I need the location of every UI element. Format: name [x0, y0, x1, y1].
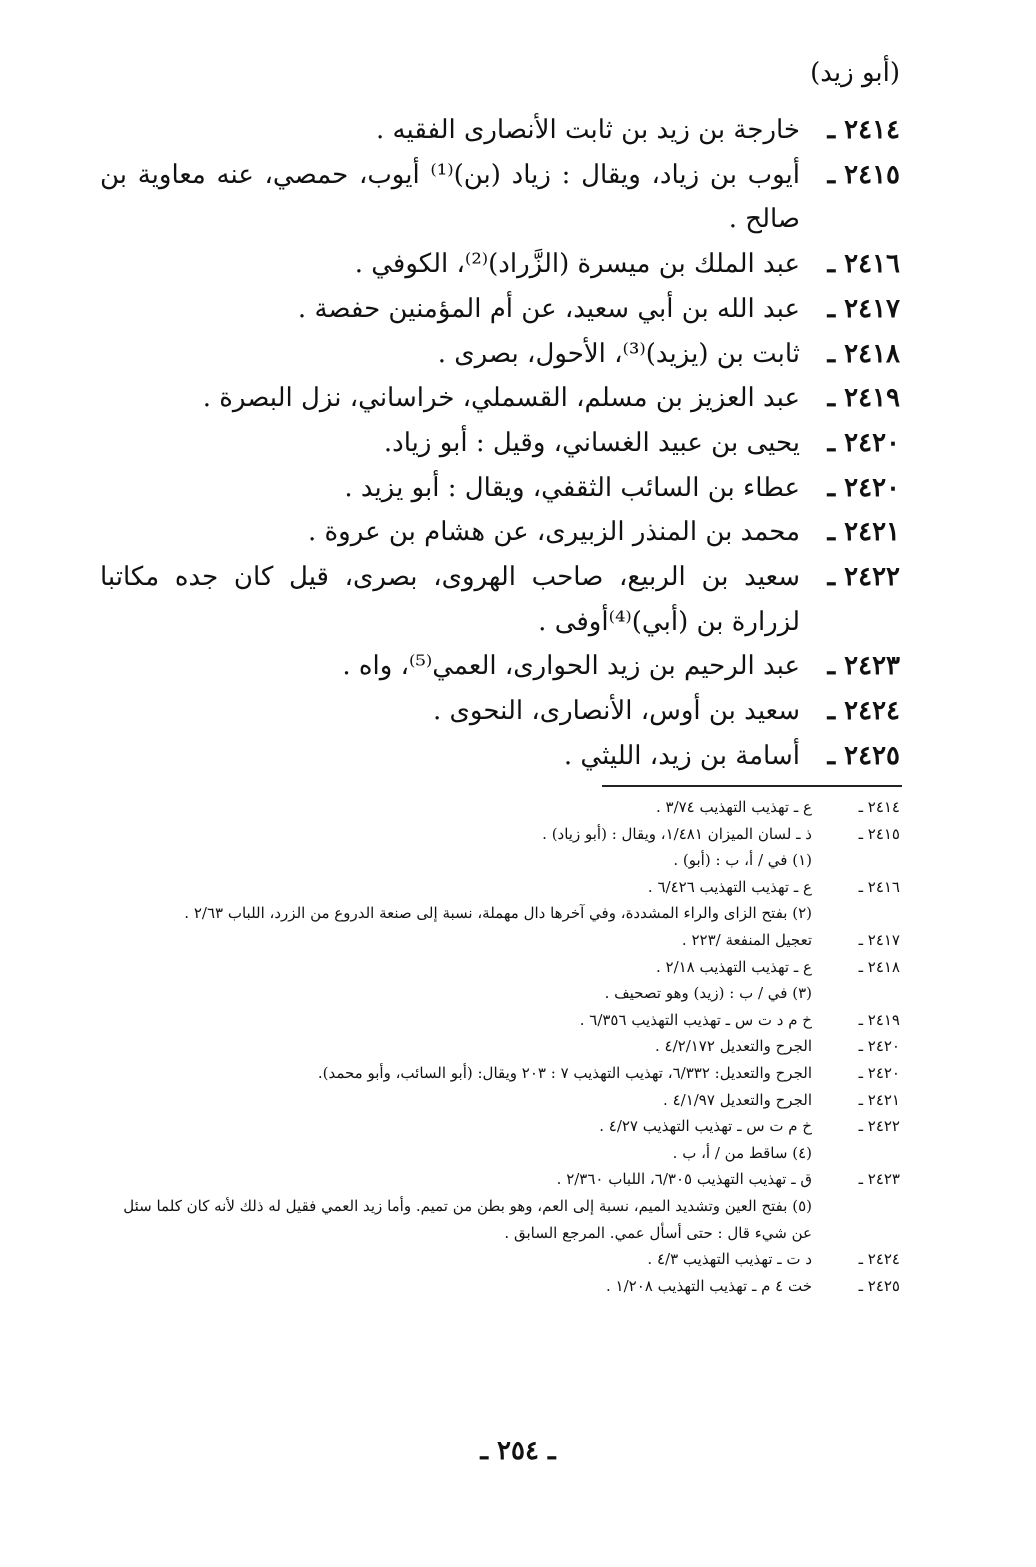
footnote-number: ٢٤٢١ ـ — [858, 1090, 900, 1109]
footnote-number: ٢٤٢٢ ـ — [858, 1117, 900, 1136]
entry-row — [100, 108, 900, 153]
footnote-annotation — [100, 847, 900, 874]
footnote-number: ٢٤١٥ ـ — [858, 824, 900, 843]
footnote-number: ٢٤١٩ ـ — [858, 1010, 900, 1029]
footnote-reference — [100, 821, 900, 848]
footnote-number: ٢٤٢٣ ـ — [858, 1170, 900, 1189]
footnote-number: ٢٤١٤ ـ — [858, 798, 900, 816]
footnote-number: ٢٤١٨ ـ — [858, 957, 900, 976]
entry-text: ثابت بن (يزيد)⁽³⁾، الأحول، بصرى . — [437, 338, 800, 369]
footnote-reference — [100, 1246, 900, 1273]
footnote-reference — [100, 1007, 900, 1034]
entry-number: ٢٤٢٠ ـ — [827, 472, 900, 503]
entry-number: ٢٤١٦ ـ — [827, 249, 900, 280]
footnote-number — [812, 847, 900, 874]
entry-row — [100, 510, 900, 555]
footnote-text: خ م ت س ـ تهذيب التهذيب ٤/٢٧ . — [599, 1117, 812, 1136]
page-header: (أبو زيد) — [810, 58, 900, 88]
entry-number: ٢٤١٨ ـ — [827, 338, 900, 369]
footnote-number — [812, 1140, 900, 1167]
footnote-number: ٢٤٢٠ ـ — [858, 1037, 900, 1056]
footnote-reference — [100, 1166, 900, 1193]
footnote-number: ٢٤١٧ ـ — [858, 930, 900, 949]
footnote-number — [812, 1193, 900, 1246]
footnote-text: ع ـ تهذيب التهذيب ٣/٧٤ . — [655, 798, 812, 816]
footnote-reference — [100, 1273, 900, 1300]
footnote-annotation — [100, 900, 900, 927]
footnote-number: ٢٤٢٤ ـ — [858, 1250, 900, 1269]
entry-row — [100, 242, 900, 287]
footnote-reference — [100, 1087, 900, 1114]
entry-text: خارجة بن زيد بن ثابت الأنصارى الفقيه . — [376, 115, 800, 145]
entry-number: ٢٤٢٢ ـ — [827, 562, 900, 593]
entry-row — [100, 153, 900, 242]
entry-number: ٢٤١٩ ـ — [827, 383, 900, 414]
footnote-reference — [100, 1113, 900, 1140]
footnote-number — [812, 980, 900, 1007]
footnote-text: (٢) بفتح الزاى والراء المشددة، وفي آخرها دال مهملة، نسبة إلى صنعة الدروع من الزرد، اللباب ٢/٦٣ . — [184, 904, 812, 923]
footnote-number: ٢٤١٦ ـ — [858, 877, 900, 896]
footnote-text: (٥) بفتح العين وتشديد الميم، نسبة إلى العم، وهو بطن من تميم. وأما زيد العمي فقيل له ذلك لأنه كان كلما سئل عن شيء قال : حتى أسأل عمي. المرجع السابق . — [123, 1196, 812, 1242]
footnote-text: الجرح والتعديل ٤/٢/١٧٢ . — [654, 1037, 812, 1056]
entry-text: عبد العزيز بن مسلم، القسملي، خراساني، نزل البصرة . — [202, 383, 800, 414]
footnote-annotation — [100, 1193, 900, 1246]
entry-text: أسامة بن زيد، الليثي . — [563, 740, 800, 771]
entry-number: ٢٤١٤ ـ — [827, 115, 900, 145]
footnote-reference — [100, 954, 900, 981]
footnote-text: ق ـ تهذيب التهذيب ٦/٣٠٥، اللباب ٢/٣٦٠ . — [556, 1170, 812, 1189]
footnote-number: ٢٤٢٥ ـ — [858, 1276, 900, 1295]
footnote-text: الجرح والتعديل: ٦/٣٣٢، تهذيب التهذيب ٧ : ٢٠٣ ويقال: (أبو السائب، وأبو محمد). — [317, 1063, 812, 1082]
entry-number: ٢٤٢٣ ـ — [827, 651, 900, 682]
entry-number: ٢٤٢١ ـ — [827, 517, 900, 548]
entry-row — [100, 555, 900, 644]
footnote-reference — [100, 927, 900, 954]
entry-text: عبد الرحيم بن زيد الحوارى، العمي⁽⁵⁾، واه . — [342, 651, 800, 682]
entry-text: عبد الملك بن ميسرة (الزَّراد)⁽²⁾، الكوفي . — [354, 249, 800, 280]
footnote-text: (١) في / أ، ب : (أبو) . — [673, 851, 812, 870]
footnote-reference — [100, 1033, 900, 1060]
entry-number: ٢٤٢٠ ـ — [827, 427, 900, 458]
entry-number: ٢٤١٧ ـ — [827, 293, 900, 324]
footnote-reference — [100, 874, 900, 901]
footnotes-list — [100, 794, 900, 1299]
footnote-annotation — [100, 980, 900, 1007]
entry-row — [100, 689, 900, 734]
footnote-number: ٢٤٢٠ ـ — [858, 1063, 900, 1082]
footnote-text: ع ـ تهذيب التهذيب ٢/١٨ . — [655, 957, 812, 976]
entry-row — [100, 332, 900, 377]
entry-row — [100, 287, 900, 332]
entry-row — [100, 466, 900, 511]
entry-number: ٢٤٢٤ ـ — [827, 696, 900, 727]
footnote-reference — [100, 1060, 900, 1087]
footnote-divider — [602, 785, 902, 787]
entry-text: سعيد بن أوس، الأنصارى، النحوى . — [433, 696, 800, 727]
entry-number: ٢٤٢٥ ـ — [827, 740, 900, 771]
footnote-text: خ م د ت س ـ تهذيب التهذيب ٦/٣٥٦ . — [579, 1010, 812, 1029]
footnote-text: تعجيل المنفعة /٢٢٣ . — [681, 930, 812, 949]
footnote-text: د ت ـ تهذيب التهذيب ٤/٣ . — [647, 1250, 812, 1269]
footnote-text: الجرح والتعديل ٤/١/٩٧ . — [663, 1090, 812, 1109]
page-number: ـ ٢٥٤ ـ — [480, 1436, 556, 1466]
entry-text: يحيى بن عبيد الغساني، وقيل : أبو زياد. — [383, 427, 800, 458]
footnote-number — [812, 900, 900, 927]
entries-list — [100, 108, 900, 779]
entry-row — [100, 734, 900, 779]
footnote-text: ذ ـ لسان الميزان ١/٤٨١، ويقال : (أبو زياد) . — [542, 824, 812, 843]
footnote-text: (٣) في / ب : (زيد) وهو تصحيف . — [604, 984, 812, 1003]
footnote-text: (٤) ساقط من / أ، ب . — [672, 1143, 812, 1162]
entry-text: أيوب بن زياد، ويقال : زياد (بن)⁽¹⁾ أيوب، حمصي، عنه معاوية بن صالح . — [100, 159, 800, 235]
entry-text: محمد بن المنذر الزبيرى، عن هشام بن عروة . — [308, 517, 800, 548]
entry-text: عطاء بن السائب الثقفي، ويقال : أبو يزيد . — [344, 472, 800, 503]
entry-row — [100, 376, 900, 421]
entry-text: سعيد بن الربيع، صاحب الهروى، بصرى، قيل كان جده مكاتبا لزرارة بن (أبي)⁽⁴⁾أوفى . — [100, 562, 800, 637]
entry-row — [100, 421, 900, 466]
entry-number: ٢٤١٥ ـ — [827, 159, 900, 190]
footnote-annotation — [100, 1140, 900, 1167]
footnote-text: ع ـ تهذيب التهذيب ٦/٤٢٦ . — [647, 877, 812, 896]
entry-row — [100, 644, 900, 689]
entry-text: عبد الله بن أبي سعيد، عن أم المؤمنين حفصة . — [297, 293, 800, 324]
footnote-reference — [100, 794, 900, 821]
footnote-text: خت ٤ م ـ تهذيب التهذيب ١/٢٠٨ . — [605, 1276, 812, 1295]
